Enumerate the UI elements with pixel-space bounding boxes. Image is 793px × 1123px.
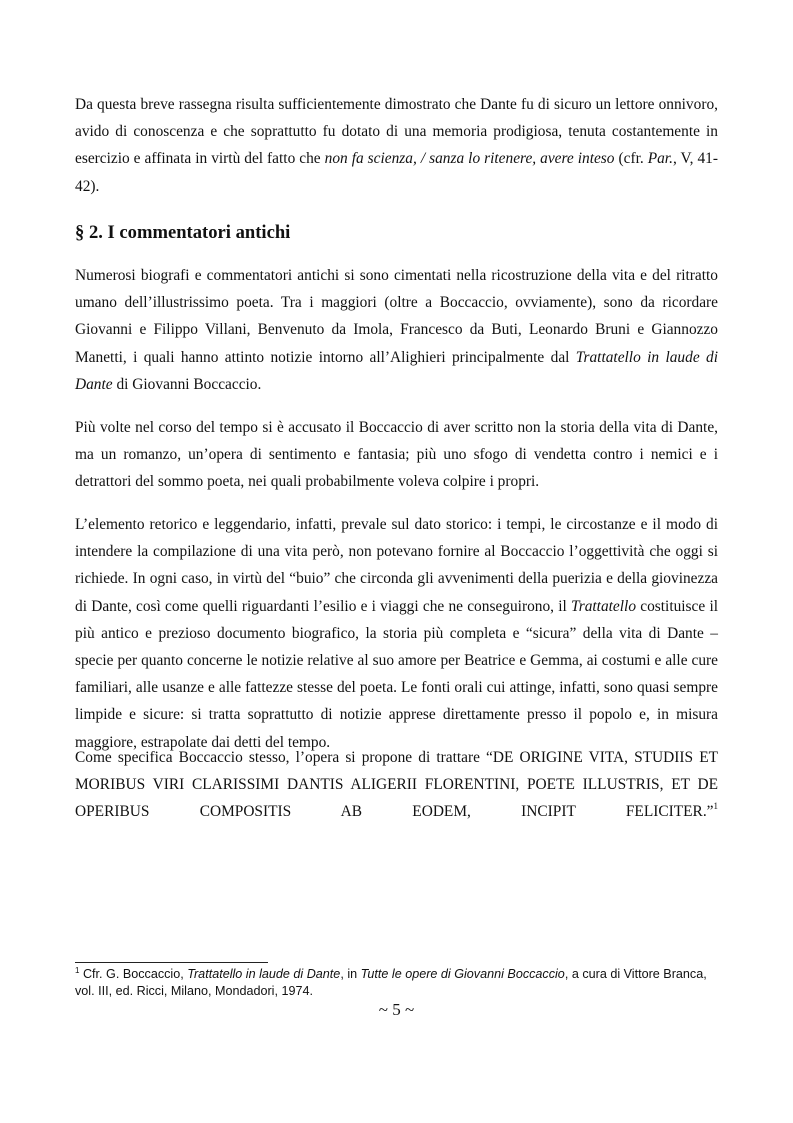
p2-title-italic: Trattatello in laude di Dante [75,348,718,393]
section-heading: § 2. I commentatori antichi [75,222,291,243]
footnote-title-italic: Trattatello in laude di Dante [187,967,341,981]
p5-text: Come specifica Boccaccio stesso, l’opera si propone di trattare “DE ORIGINE VITA, STUDIIS ET MORIBUS VIRI CLARISSIMI DANTIS ALIGERII FLORENTINI, POETE ILLUSTRIS, ET DE OPERIBUS COMPOSITIS AB EODEM, INCIPIT FELICITER.” [75,749,718,821]
footnote [75,966,718,1000]
footnote-number: 1 [75,966,80,975]
p1-text: Da questa breve rassegna risulta sufficientemente dimostrato che Dante fu di sicuro un lettore onnivoro, avido di conoscenza e che soprattutto fu dotato di una memoria prodigiosa, tenuta costantemente in esercizio e affinata in virtù del fatto che [75,96,718,168]
p2-text: Numerosi biografi e commentatori antichi si sono cimentati nella ricostruzione della vita e del ritratto umano dell’illustrissimo poeta. Tra i maggiori (oltre a Boccaccio, ovviamente), sono da ricordare Giovanni e Filippo Villani, Benvenuto da Imola, Francesco da Buti, Leonardo Bruni e Giannozzo Manetti, i quali hanno attinto notizie intorno all’Alighieri principalmente dal [75,267,718,366]
p2-text: di Giovanni Boccaccio. [112,375,262,393]
p3-text: Più volte nel corso del tempo si è accusato il Boccaccio di aver scritto non la storia della vita di Dante, ma un romanzo, un’opera di sentimento e fantasia; più uno sfogo di vendetta contro i nemici e i detrattori del sommo poeta, nei quali probabilmente voleva colpire i propri. [75,419,718,491]
footnote-text: Cfr. G. Boccaccio, [79,967,188,981]
footnote-title-italic: Tutte le opere di Giovanni Boccaccio [360,967,565,981]
paragraph-5 [75,744,718,826]
paragraph-4 [75,511,718,756]
paragraph-2 [75,262,718,398]
p1-quote-italic: non fa scienza, / sanza lo ritenere, avere inteso [324,150,615,168]
paragraph-3 [75,414,718,496]
p1-citation-italic: Par. [647,150,673,168]
footnote-text: , in [340,967,361,981]
footnote-divider [75,962,268,963]
p1-text: , V, 41-42). [75,150,718,195]
p4-text: costituisce il più antico e prezioso documento biografico, la storia più completa e “sicura” della vita di Dante – specie per quanto concerne le notizie relative al suo amore per Beatrice e Gemma, ai costumi e alle cure familiari, alle usanze e alle fattezze stesse del poeta. Le fonti orali cui attinge, infatti, sono quasi sempre limpide e sicure: si tratta soprattutto di notizie apprese direttamente presso il popolo e, in misura maggiore, estrapolate dai detti del tempo. [75,597,718,751]
paragraph-1 [75,91,718,200]
p4-text: L’elemento retorico e leggendario, infatti, prevale sul dato storico: i tempi, le circostanze e il modo di intendere la compilazione di una vita però, non potevano fornire al Boccaccio l’oggettività che oggi si richiede. In ogni caso, in virtù del “buio” che circonda gli avvenimenti della puerizia e della giovinezza di Dante, così come quelli riguardanti l’esilio e i viaggi che ne conseguirono, il [75,516,718,615]
footnote-text: , a cura di Vittore Branca, vol. III, ed. Ricci, Milano, Mondadori, 1974. [75,967,707,998]
p4-title-italic: Trattatello [571,597,637,615]
page-number: ~ 5 ~ [378,1000,415,1019]
p1-text: (cfr. [614,150,648,168]
footnote-reference[interactable]: 1 [713,801,718,812]
